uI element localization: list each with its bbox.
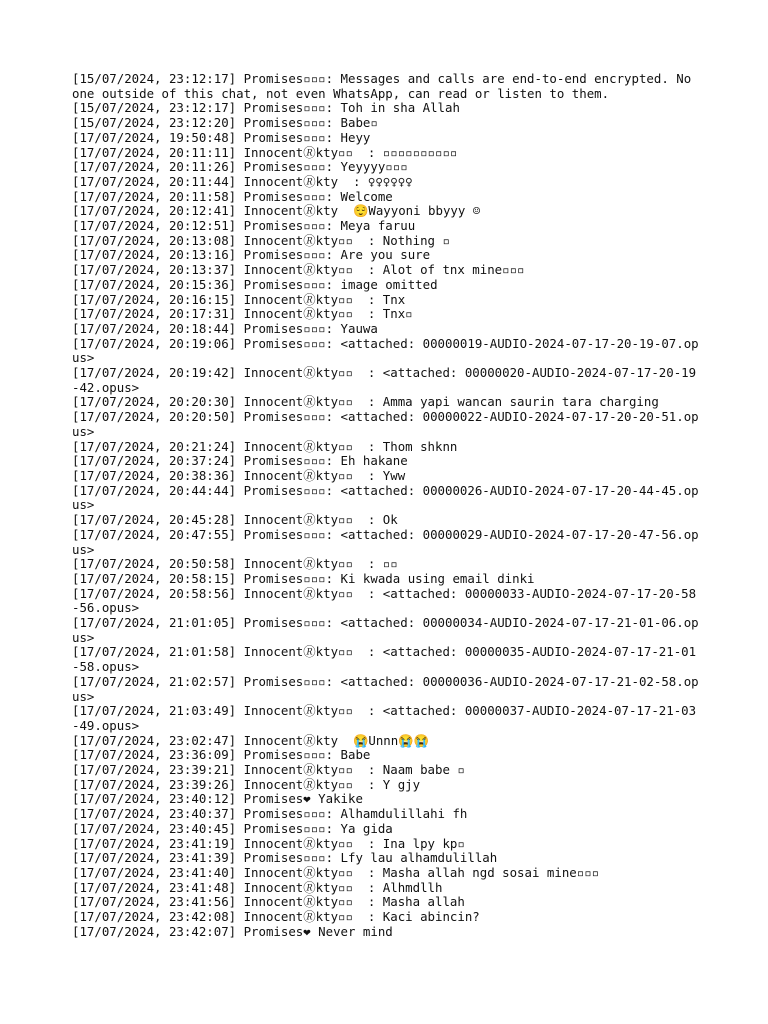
chat-line: [17/07/2024, 23:40:45] Promises▫▫▫: Ya gida xyxy=(72,820,393,836)
chat-line: [17/07/2024, 21:01:58] Innocent🄬kty▫▫ : <attached: 00000035-AUDIO-2024-07-17-21-01-58.opus> xyxy=(72,644,697,675)
chat-line: [15/07/2024, 23:12:20] Promises▫▫▫: Babe▫ xyxy=(72,115,378,131)
chat-line: [17/07/2024, 23:39:21] Innocent🄬kty▫▫ : Naam babe ▫ xyxy=(72,762,465,778)
chat-line: [17/07/2024, 23:41:39] Promises▫▫▫: Lfy lau alhamdulillah xyxy=(72,850,498,866)
chat-line: [17/07/2024, 20:11:58] Promises▫▫▫: Welcome xyxy=(72,188,393,204)
chat-log xyxy=(72,72,702,939)
chat-line: [17/07/2024, 23:02:47] Innocent🄬kty 😭Unnn😭😭 xyxy=(72,732,430,748)
chat-line: [15/07/2024, 23:12:17] Promises▫▫▫: Toh in sha Allah xyxy=(72,100,460,116)
chat-line: [17/07/2024, 20:15:36] Promises▫▫▫: image omitted xyxy=(72,276,438,292)
chat-line: [17/07/2024, 20:13:16] Promises▫▫▫: Are you sure xyxy=(72,247,431,263)
chat-line: [17/07/2024, 20:20:50] Promises▫▫▫: <attached: 00000022-AUDIO-2024-07-17-20-20-51.opus> xyxy=(72,409,699,439)
chat-line: [17/07/2024, 21:02:57] Promises▫▫▫: <attached: 00000036-AUDIO-2024-07-17-21-02-58.opus> xyxy=(72,673,699,704)
chat-line: [15/07/2024, 23:12:17] Promises▫▫▫: Messages and calls are end-to-end encrypted. No one outside of this chat, not even WhatsApp, can read or listen to them. xyxy=(72,71,699,101)
chat-line: [17/07/2024, 23:41:40] Innocent🄬kty▫▫ : Masha allah ngd sosai mine▫▫▫ xyxy=(72,864,600,880)
chat-line: [17/07/2024, 20:18:44] Promises▫▫▫: Yauwa xyxy=(72,320,378,336)
chat-line: [17/07/2024, 20:19:06] Promises▫▫▫: <attached: 00000019-AUDIO-2024-07-17-20-19-07.opus> xyxy=(72,335,699,366)
chat-line: [17/07/2024, 20:13:08] Innocent🄬kty▫▫ : Nothing ▫ xyxy=(72,232,450,248)
chat-line: [17/07/2024, 20:19:42] Innocent🄬kty▫▫ : <attached: 00000020-AUDIO-2024-07-17-20-19-42.opus> xyxy=(72,365,697,395)
chat-line: [17/07/2024, 23:36:09] Promises▫▫▫: Babe xyxy=(72,747,371,763)
chat-line: [17/07/2024, 20:50:58] Innocent🄬kty▫▫ : ▫▫ xyxy=(72,556,398,572)
chat-line: [17/07/2024, 20:11:26] Promises▫▫▫: Yeyyyy▫▫▫ xyxy=(72,159,408,175)
chat-line: [17/07/2024, 20:11:44] Innocent🄬kty : ♀♀♀♀♀♀ xyxy=(72,173,413,189)
chat-line: [17/07/2024, 20:16:15] Innocent🄬kty▫▫ : Tnx xyxy=(72,291,406,307)
chat-line: [17/07/2024, 20:12:41] Innocent🄬kty 😌Wayyoni bbyyy ☺ xyxy=(72,203,481,219)
chat-line: [17/07/2024, 21:01:05] Promises▫▫▫: <attached: 00000034-AUDIO-2024-07-17-21-01-06.opus> xyxy=(72,615,699,645)
chat-line: [17/07/2024, 20:11:11] Innocent🄬kty▫▫ : ▫▫▫▫▫▫▫▫▫▫ xyxy=(72,144,458,160)
chat-line: [17/07/2024, 23:41:48] Innocent🄬kty▫▫ : Alhmdllh xyxy=(72,879,443,895)
chat-line: [17/07/2024, 21:03:49] Innocent🄬kty▫▫ : <attached: 00000037-AUDIO-2024-07-17-21-03-49.opus> xyxy=(72,703,697,733)
chat-line: [17/07/2024, 20:12:51] Promises▫▫▫: Meya faruu xyxy=(72,218,416,234)
chat-line: [17/07/2024, 23:42:07] Promises❤ Never mind xyxy=(72,923,393,939)
chat-line: [17/07/2024, 20:21:24] Innocent🄬kty▫▫ : Thom shknn xyxy=(72,438,458,454)
chat-line: [17/07/2024, 23:40:37] Promises▫▫▫: Alhamdulillahi fh xyxy=(72,806,468,822)
chat-line: [17/07/2024, 20:45:28] Innocent🄬kty▫▫ : Ok xyxy=(72,512,398,528)
chat-line: [17/07/2024, 20:20:30] Innocent🄬kty▫▫ : Amma yapi wancan saurin tara charging xyxy=(72,394,659,410)
chat-line: [17/07/2024, 23:42:08] Innocent🄬kty▫▫ : Kaci abincin? xyxy=(72,909,480,925)
chat-line: [17/07/2024, 20:38:36] Innocent🄬kty▫▫ : Yww xyxy=(72,467,406,483)
chat-line: [17/07/2024, 19:50:48] Promises▫▫▫: Heyy xyxy=(72,129,371,145)
chat-line: [17/07/2024, 20:17:31] Innocent🄬kty▫▫ : Tnx▫ xyxy=(72,306,413,322)
chat-line: [17/07/2024, 20:13:37] Innocent🄬kty▫▫ : Alot of tnx mine▫▫▫ xyxy=(72,262,525,278)
chat-line: [17/07/2024, 23:39:26] Innocent🄬kty▫▫ : Y gjy xyxy=(72,776,421,792)
chat-line: [17/07/2024, 20:58:15] Promises▫▫▫: Ki kwada using email dinki xyxy=(72,570,535,586)
chat-line: [17/07/2024, 20:58:56] Innocent🄬kty▫▫ : <attached: 00000033-AUDIO-2024-07-17-20-58-56.opus> xyxy=(72,585,697,616)
chat-line: [17/07/2024, 20:44:44] Promises▫▫▫: <attached: 00000026-AUDIO-2024-07-17-20-44-45.opus> xyxy=(72,482,699,513)
chat-line: [17/07/2024, 20:37:24] Promises▫▫▫: Eh hakane xyxy=(72,453,408,469)
chat-line: [17/07/2024, 23:40:12] Promises❤ Yakike xyxy=(72,791,363,807)
chat-line: [17/07/2024, 23:41:19] Innocent🄬kty▫▫ : Ina lpy kp▫ xyxy=(72,835,465,851)
chat-line: [17/07/2024, 20:47:55] Promises▫▫▫: <attached: 00000029-AUDIO-2024-07-17-20-47-56.opus> xyxy=(72,526,699,557)
chat-line: [17/07/2024, 23:41:56] Innocent🄬kty▫▫ : Masha allah xyxy=(72,894,465,910)
